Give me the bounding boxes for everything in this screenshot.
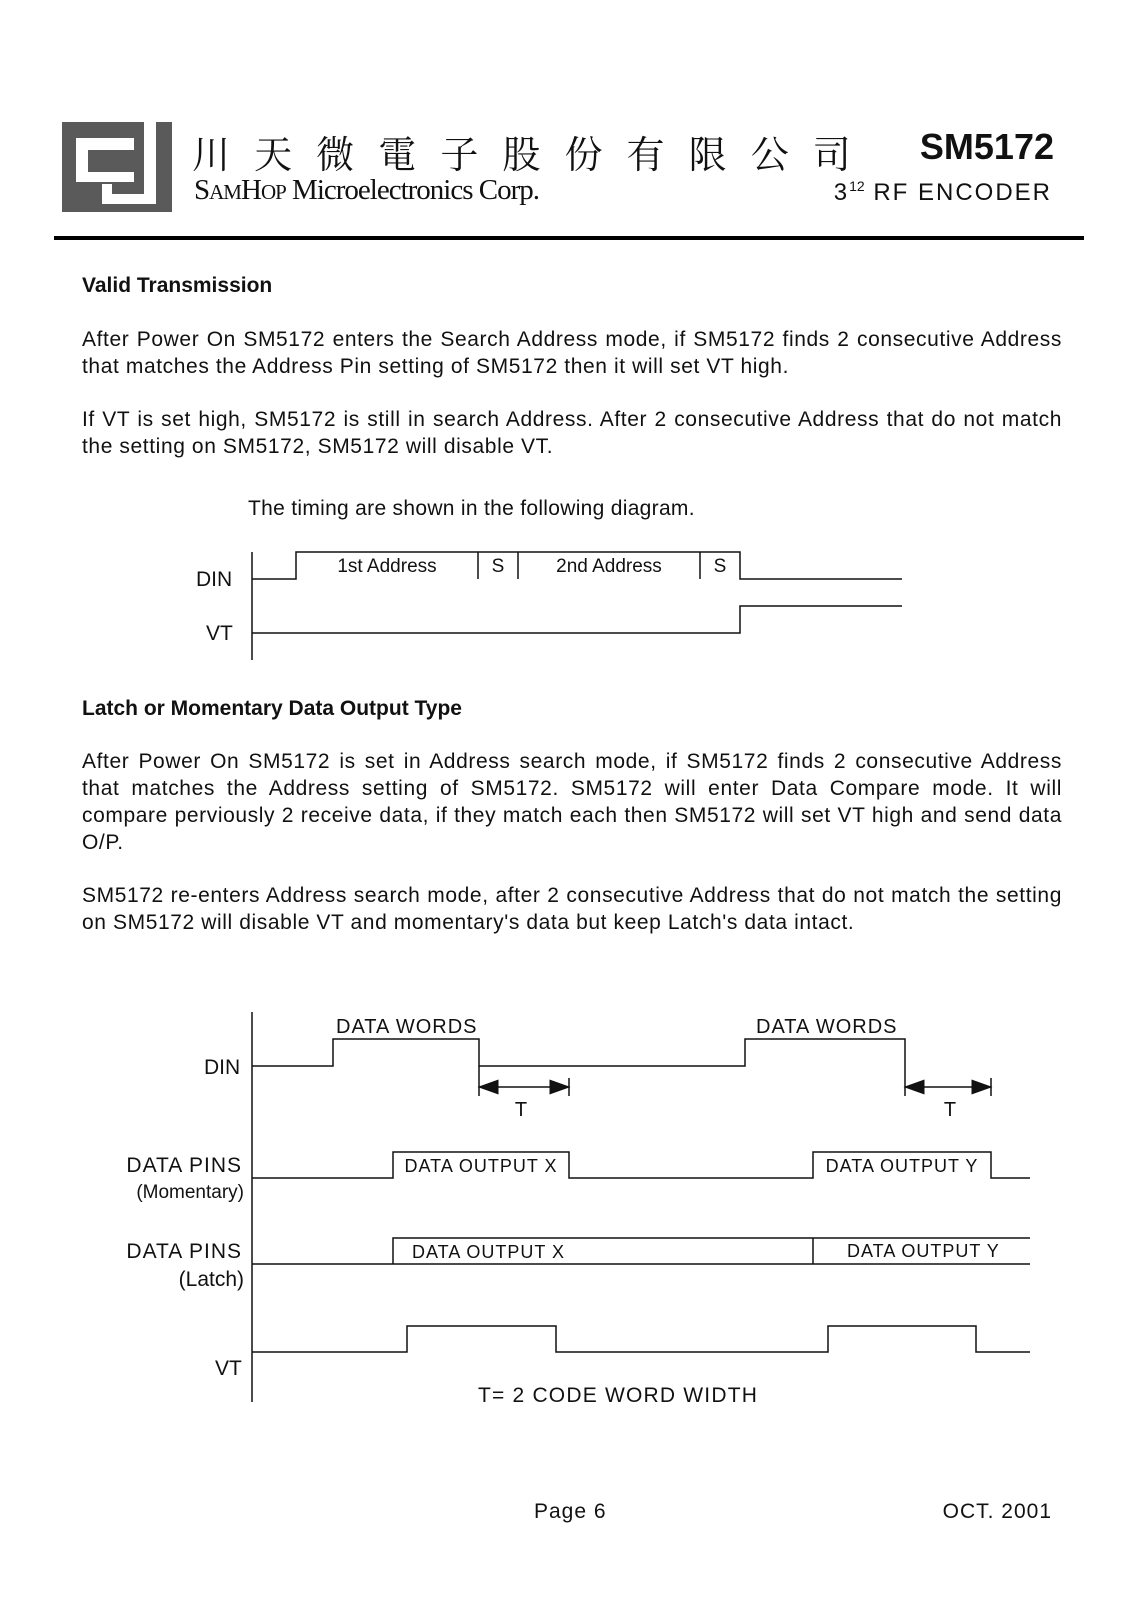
label-latch: (Latch) [178,1268,244,1291]
frame-label-sync-2: S [713,556,727,577]
t-label: T [514,1099,528,1121]
label-data-pins-latch: DATA PINS [126,1240,242,1263]
frame-label-sync-1: S [491,556,505,577]
diagram-caption: The timing are shown in the following diagram. [248,497,695,520]
paragraph: After Power On SM5172 is set in Address search mode, if SM5172 finds 2 consecutive Address that matches the Address setting of SM5172. SM5172 will enter Data Compare mode. It will compare perviously 2 receive data, if they match each then SM5172 will set VT high and send data O/P. [82,750,1062,854]
section-heading-valid-transmission: Valid Transmission [82,274,273,297]
company-name-chinese: 川 天 微 電 子 股 份 有 限 公 司 [192,133,857,177]
vt-waveform [252,1326,1030,1352]
company-name-english: SAMHOP Microelectronics Corp. [194,174,540,206]
vt-waveform [252,606,902,633]
part-number: SM5172 [919,126,1054,167]
latch-output-y: DATA OUTPUT Y [847,1241,1000,1261]
din-waveform [252,1039,905,1066]
frame-label-1st-address: 1st Address [337,556,437,577]
section-heading-latch-momentary: Latch or Momentary Data Output Type [82,697,462,720]
t-definition-note: T= 2 CODE WORD WIDTH [478,1384,759,1407]
paragraph: After Power On SM5172 enters the Search Address mode, if SM5172 finds 2 consecutive Address that matches the Address Pin setting of SM5172 then it will set VT high. [82,328,1062,378]
label-data-pins-momentary: DATA PINS [126,1154,242,1177]
latch-output-x: DATA OUTPUT X [412,1242,566,1262]
t-label: T [943,1099,957,1121]
timing-diagram-data-output [252,1012,1030,1402]
diagram2-label-din: DIN [204,1056,241,1079]
label-momentary: (Momentary) [136,1182,244,1203]
momentary-output-y: DATA OUTPUT Y [825,1156,979,1176]
page-number: Page 6 [534,1500,607,1523]
momentary-output-x: DATA OUTPUT X [404,1156,558,1176]
diagram2-label-vt: VT [215,1357,242,1380]
paragraph: If VT is set high, SM5172 is still in search Address. After 2 consecutive Address that do not match the setting on SM5172, SM5172 will disable VT. [82,408,1062,458]
paragraph: SM5172 re-enters Address search mode, after 2 consecutive Address that do not match the setting on SM5172 will disable VT and momentary's data but keep Latch's data intact. [82,884,1062,934]
frame-label-2nd-address: 2nd Address [556,556,662,577]
diagram1-label-vt: VT [206,622,233,645]
data-words-label: DATA WORDS [336,1016,478,1038]
publication-date: OCT. 2001 [942,1500,1052,1523]
data-words-label: DATA WORDS [756,1016,898,1038]
document-subtitle: $3^{12}$ RF ENCODER [833,178,1052,206]
diagram1-label-din: DIN [196,568,233,591]
